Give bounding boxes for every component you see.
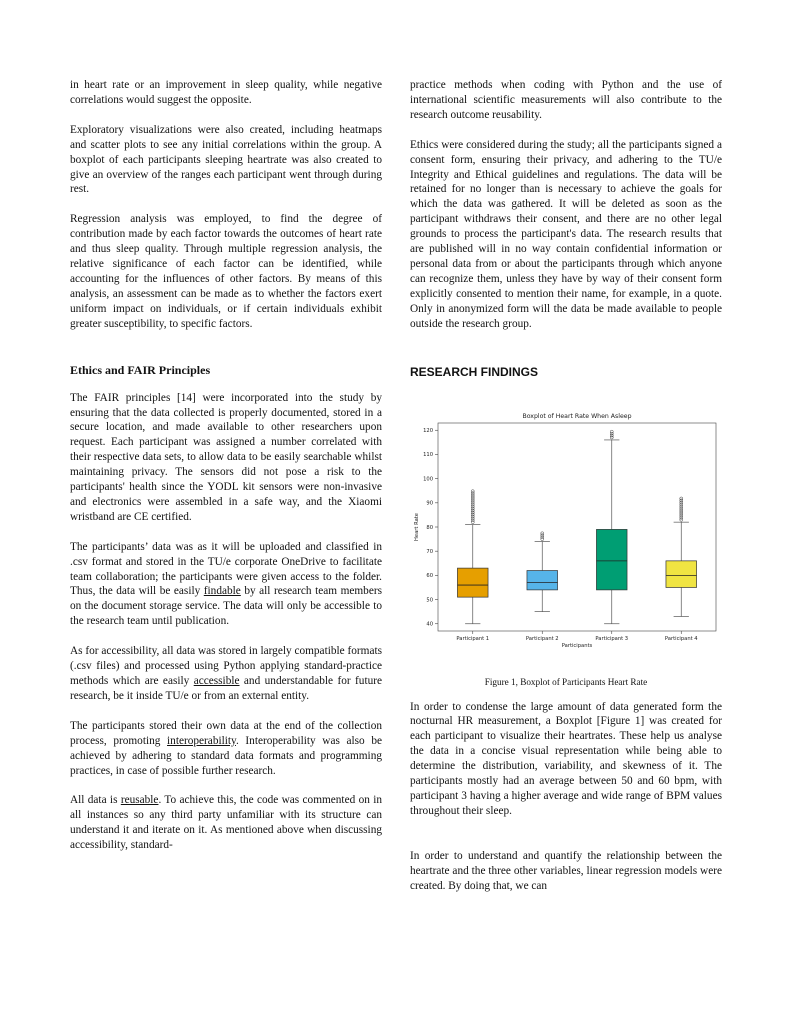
paragraph xyxy=(70,644,382,704)
box-1 xyxy=(457,568,488,597)
y-tick-label: 90 xyxy=(426,500,433,507)
x-axis-label: Participants xyxy=(561,642,593,649)
paragraph: In order to understand and quantify the relationship between the heartrate and the three other variables, linear regression models were created. By doing that, we can xyxy=(410,849,722,892)
paragraph xyxy=(70,719,382,779)
y-tick-label: 50 xyxy=(426,596,433,603)
text: The participants stored their own data at the end of the collection process, promoting xyxy=(70,719,382,747)
y-axis-label: Heart Rate xyxy=(414,512,420,541)
text: All data is xyxy=(70,794,121,807)
boxplot-chart xyxy=(410,410,722,670)
term-accessible: accessible xyxy=(193,675,240,687)
section-heading-findings: RESEARCH FINDINGS xyxy=(410,364,539,379)
text: and understandable for future research, be it inside TU/e or from an external entity. xyxy=(70,675,383,702)
text: As for accessibility, all data was stored in largely compatible formats (.csv files) and processed using Python applying standard-practice methods which are easily xyxy=(70,645,382,687)
paragraph: Regression analysis was employed, to find the degree of contribution made by each factor towards the outcomes of heart rate and thus sleep quality. Through multiple regression analysis, the relative significance of each factor can be identified, while accounting for the influences of other factors. By means of this analysis, an assessment can be made as to whether the factors exert uniform impact on individuals, or if certain individuals exhibit greater susceptibility, to specific factors. xyxy=(70,213,382,330)
text: . Interoperability was also be achieved by adhering to standard data formats and programming practices, in case of possible further research. xyxy=(70,734,382,777)
term-reusable: reusable xyxy=(120,794,159,807)
paragraph: The FAIR principles [14] were incorporated into the study by ensuring that the data collected is properly documented, stored in a secure location, and made available to other researchers upon request. Each participant was assigned a number correlated with their respective data sets, to allow data to be easily searchable whilst maintaining privacy. The sensors did not pose a risk to the participants' health since the YODL kit sensors were non-invasive and electronics were assembled in a safe way, and the Xiaomi wristband are CE certified. xyxy=(70,391,382,523)
x-tick-label: Participant 2 xyxy=(525,635,559,642)
outlier-point xyxy=(680,496,683,499)
section-heading-ethics: Ethics and FAIR Principles xyxy=(70,362,211,377)
paragraph: in heart rate or an improvement in sleep quality, while negative correlations would suggest the opposite. xyxy=(70,79,382,106)
figure-1 xyxy=(410,410,722,670)
text: . To achieve this, the code was commented on in all instances so any third party unfamiliar with its structure can understand it and iterate on it. As mentioned above when discussing accessibility, standard- xyxy=(70,794,382,852)
y-tick-label: 100 xyxy=(423,475,433,482)
text: by all research team members on the document storage service. The data will only be accessible to the research team until publication. xyxy=(70,585,382,628)
y-tick-label: 120 xyxy=(423,427,433,434)
paragraph: In order to condense the large amount of data generated form the nocturnal HR measurement, a Boxplot [Figure 1] was created for each participant to visualize their heartrates. These help us analyse the data in a concise visual representation while being able to determine the distribution, variability, and skewness of it. The participants mostly had an average between 50 and 60 bpm, with participant 3 having a higher average and wide range of BPM values throughout their sleep. xyxy=(410,700,722,817)
y-tick-label: 60 xyxy=(426,572,433,579)
x-tick-label: Participant 1 xyxy=(456,635,490,642)
paragraph: Exploratory visualizations were also created, including heatmaps and scatter plots to see any initial correlations within the group. A boxplot of each participants sleeping heartrate was also created to give an overview of the ranges each participant went through during rest. xyxy=(70,123,382,196)
y-tick-label: 70 xyxy=(426,548,433,555)
y-tick-label: 110 xyxy=(423,451,433,458)
paragraph xyxy=(70,540,382,629)
figure-caption: Figure 1, Boxplot of Participants Heart Rate xyxy=(484,676,648,687)
left-column xyxy=(70,78,382,853)
paragraph: practice methods when coding with Python and the use of international scientific measurements will also contribute to the research outcome reusability. xyxy=(410,79,722,121)
paragraph: Ethics were considered during the study; all the participants signed a consent form, ensuring their privacy, and adhering to the TU/e Integrity and Ethical guidelines and regulations. The data will be retained for no longer than is necessary to achieve the goals for which the data was gathered. It will be deleted as soon as the participant withdraws their consent, and there are no other legal grounds to process the participant's data. The research results that are published will in no way contain confidential information or personal data from or about the participants through which anyone can recognize them, unless they have by way of their consent form explicitly consented to mention their name, for example, in a quote. Only in anonymized form will the data be made available to people outside the research group. xyxy=(410,138,722,330)
x-tick-label: Participant 3 xyxy=(595,635,629,642)
x-tick-label: Participant 4 xyxy=(664,635,698,642)
chart-title: Boxplot of Heart Rate When Asleep xyxy=(522,412,632,420)
box-4 xyxy=(666,560,697,587)
right-column xyxy=(410,78,722,893)
box-2 xyxy=(527,570,558,589)
outlier-point xyxy=(610,430,613,433)
y-tick-label: 40 xyxy=(426,621,433,628)
term-interoperability: interoperability xyxy=(167,734,236,747)
plot-frame xyxy=(438,423,716,631)
term-findable: findable xyxy=(203,585,241,598)
text: The participants’ data was as it will be uploaded and classified in .csv format and stored in the TU/e corporate OneDrive to facilitate team collaboration; the participants were given access to the folder. Thus, the data will be easily xyxy=(70,540,382,598)
outlier-point xyxy=(471,489,474,492)
box-3 xyxy=(596,529,627,589)
paragraph xyxy=(70,793,382,853)
outlier-point xyxy=(541,531,544,534)
y-tick-label: 80 xyxy=(426,524,433,531)
